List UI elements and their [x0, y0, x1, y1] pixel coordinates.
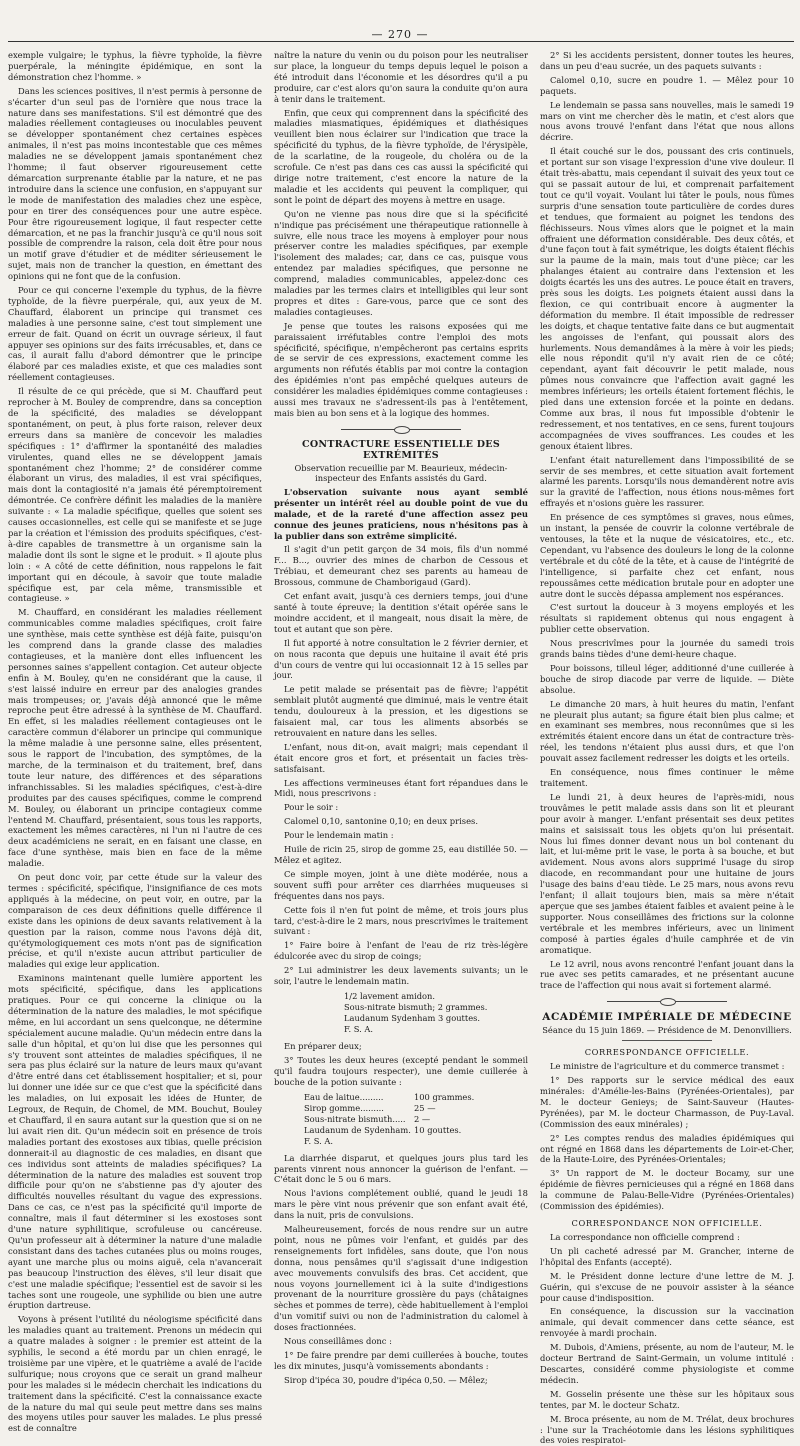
col3-paragraph: Le lendemain se passa sans nouvelles, mais le samedi 19 mars on vint me chercher dès le matin, et c'est alors que nous avons trouvé l'enfant dans l'état que nous allons décrire.: [540, 99, 794, 143]
article-paragraph: Il s'agit d'un petit garçon de 34 mois, fils d'un nommé F... B..., ouvrier des mines de charbon de Cessous et Trébiau, et demeurant chez ses parents au hameau de Brossous, commune de Chamborigaud (Gard).: [274, 544, 528, 588]
article-paragraph: Ce simple moyen, joint à une diète modérée, nous a souvent suffi pour arrêter ces diarrhées muqueuses si fréquentes dans nos pays.: [274, 868, 528, 901]
formula-line: 1/2 lavement amidon.: [344, 990, 436, 1001]
col3-paragraph: C'est surtout la douceur à 3 moyens employés et les résultats si rapidement obtenus qui nous engagent à publier cette observation.: [540, 602, 794, 635]
article-lead: [274, 487, 528, 542]
academy-title: ACADÉMIE IMPÉRIALE DE MÉDECINE: [542, 1011, 792, 1024]
col3-paragraph: Le dimanche 20 mars, à huit heures du matin, l'enfant ne pleurait plus autant; sa figure était bien plus calme; et en examinant ses membres, nous reconnûmes que si les extrémités étaient encore dans un état de contracture très-réel, les tendons n'étaient plus aussi durs, et que l'on pouvait assez facilement redresser les doigts et les orteils.: [540, 698, 794, 764]
article-paragraph: Nous l'avions complétement oublié, quand le jeudi 18 mars le père vint nous prévenir que son enfant avait été, dans la nuit, pris de convulsions.: [274, 1188, 528, 1221]
potion-formula: [304, 1092, 528, 1147]
academy-paragraph: M. Dubois, d'Amiens, présente, au nom de l'auteur, M. le docteur Bertrand de Saint-Germain, un volume intitulé : Descartes, considéré comme physiologiste et comme médecin.: [540, 1342, 794, 1385]
col3-paragraph: Le 12 avril, nous avons rencontré l'enfant jouant dans la rue avec ses petits camarades, et ne présentant aucune trace de l'affection qui nous avait si fortement alarmé.: [540, 958, 794, 991]
col3-paragraph: En conséquence, nous fîmes continuer le même traitement.: [540, 767, 794, 788]
formula-line: Sous-nitrate bismuth; 2 grammes.: [344, 1001, 488, 1012]
academy-paragraph: 2° Les comptes rendus des maladies épidémiques qui ont régné en 1868 dans les départements de Loir-et-Cher, de la Haute-Loire, des Pyrénées-Orientales;: [540, 1132, 794, 1165]
column-1: [8, 50, 262, 1434]
article-paragraph: 1° Faire boire à l'enfant de l'eau de riz très-légère édulcorée avec du sirop de coings;: [274, 940, 528, 962]
article-paragraph: En préparer deux;: [284, 1040, 362, 1051]
formula-qty: 100 grammes.: [414, 1091, 475, 1102]
article-paragraph: La diarrhée disparut, et quelques jours plus tard les parents vinrent nous annoncer la guérison de l'enfant. — C'était donc le 5 ou 6 mars.: [274, 1152, 528, 1185]
col1-paragraph: Il résulte de ce qui précède, que si M. Chauffard peut reprocher à M. Bouley de comprendre, dans sa conception de la spécificité, des maladies se développant spontanément, on peut, à plus forte raison, relever deux erreurs dans sa manière de concevoir les maladies spécifiques : 1° d'affirmer la spontanéité des maladies virulentes, quand elles ne se développent jamais spontanément chez l'homme; 2° de considérer comme élaborant un virus, des maladies, il est vrai spécifiques, mais dont la contagiosité n'a jamais été péremptoirement démontrée. Ce confrère définit les maladies de la manière suivante : « La maladie spécifique, quelles que soient ses causes occasionnelles, est celle qui se manifeste et se juge par la création et l'émission des produits spécifiques, c'est-à-dire capables de transmettre à un organisme sain la maladie dont ils sont le signe et le produit. » Il ajoute plus loin : « A côté de cette définition, nous rappelons le fait important qui en découle, à savoir que toute maladie spécifique est, par cela même, transmissible et contagieuse. »: [8, 386, 262, 604]
col1-paragraph: M. Chauffard, en considérant les maladies réellement communicables comme maladies spécifiques, croit faire une synthèse, mais cette synthèse est déjà faite, puisqu'on les comprend dans la grande classe des maladies contagieuses, et la manière dont elles influencent les personnes saines s'appellent contagion. Cet auteur objecte enfin à M. Bouley, qu'en ne considérant que la cause, il s'est laissé induire en erreur par des analogies grandes mais trompeuses; or, j'avais déjà annoncé que le même reproche peut être adressé à la synthèse de M. Chauffard. En effet, si les maladies réellement contagieuses ont le caractère commun d'élaborer un principe qui communique la même maladie à une personne saine, elles présentent, sous le rapport de l'incubation, des symptômes, de la marche, de la terminaison et du traitement, bref, dans toute leur nature, des différences et des séparations infranchissables. Si les maladies spécifiques, c'est-à-dire produites par des causes spécifiques, comme le comprend M. Bouley, ou élaborant un principe contagieux comme l'entend M. Chauffard, présentaient, sous tous les rapports, exactement les mêmes caractères, ni l'un ni l'autre de ces deux académiciens ne serait, en en faisant une classe, en face d'une synthèse, mais bien en face de la même maladie.: [8, 607, 262, 869]
article-paragraph: Pour le soir :: [284, 802, 339, 813]
col1-paragraph: Pour ce qui concerne l'exemple du typhus, de la fièvre typhoïde, de la fièvre puerpérale, qui, aux yeux de M. Chauffard, élaborent un principe qui transmet ces maladies à une personne saine, c'est tout simplement une erreur de fait. Quand on écrit un ouvrage sérieux, il faut appuyer ses opinions sur des faits irrécusables, et, dans ce cas, il aurait fallu d'abord démontrer que le principe élaboré par ces maladies existe, et que ces maladies sont réellement contagieuses.: [8, 285, 262, 383]
article-paragraph: Cette fois il n'en fut point de même, et trois jours plus tard, c'est-à-dire le 2 mars, nous prescrivîmes le traitement suivant :: [274, 904, 528, 937]
article-paragraph: Les affections vermineuses étant fort répandues dans le Midi, nous prescrivons :: [274, 777, 528, 799]
article-paragraph: Pour le lendemain matin :: [284, 830, 394, 841]
formula-line: Laudanum Sydenham 3 gouttes.: [344, 1012, 481, 1023]
lavement-formula: [344, 991, 528, 1035]
academy-paragraph: La correspondance non officielle comprend :: [550, 1232, 740, 1242]
col3-paragraph: En présence de ces symptômes si graves, nous eûmes, un instant, la pensée de couvrir la colonne vertébrale de ventouses, la tête et la nuque de vésicatoires, etc., etc. Cependant, vu l'absence des douleurs le long de la colonne vertébrale et du côté de la tête, et à cause de l'intégrité de l'intelligence, si parfaite chez cet enfant, nous repoussâmes cette médication brutale pour en adopter une autre dont le succès dépassa amplement nos espérances.: [540, 512, 794, 599]
formula-row: [304, 1114, 528, 1125]
formula-item: Eau de laitue.........: [304, 1091, 384, 1102]
formula-row: [304, 1092, 528, 1103]
section-ornament: [341, 425, 461, 434]
col1-paragraph: On peut donc voir, par cette étude sur la valeur des termes : spécificité, spécifique, l'insignifiance de ces mots appliqués à la médecine, on peut voir, en outre, par la comparaison de ces deux définitions quelle différence il existe dans les opinions de deux savants relativement à la question par la raison, comme nous l'avons déjà dit, qu'étymologiquement ces mots n'ont pas de signification précise, et qu'il n'existe aucun attribut particulier de maladies qui exige leur application.: [8, 872, 262, 970]
col1-paragraph: exemple vulgaire; le typhus, la fièvre typhoïde, la fièvre puerpérale, la méningite épidémique, en sont la démonstration chez l'homme. »: [8, 50, 262, 82]
formula-qty: [414, 1136, 494, 1147]
col3-paragraph: Il était couché sur le dos, poussant des cris continuels, et portant sur son visage l'expression d'une vive douleur. Il était très-abattu, mais cependant il suivait des yeux tout ce qui se passait autour de lui, et comprenait parfaitement tout ce qu'il voyait. Voulant lui tâter le pouls, nous fûmes surpris d'une sensation toute particulière de cordes dures et tendues, que formaient au poignet les tendons des fléchisseurs. Nous vîmes alors que le poignet et la main offraient une déformation considérable. Des deux côtés, et d'une façon tout à fait symétrique, les doigts étaient fléchis sur la paume de la main, mais tout d'une pièce; car les phalanges étaient au contraire dans l'extension et les doigts écartés les uns des autres. Le pouce était en travers, près sous les doigts. Les poignets étaient aussi dans la flexion, ce qui contribuait encore à augmenter la déformation du membre. Il était impossible de redresser les doigts, et chaque tentative faite dans ce but augmentait les angoisses de l'enfant, qui poussait alors des hurlements. Nous demandâmes à la mère à voir les pieds; elle nous répondit qu'il n'y avait rien de ce côté; cependant, ayant fait découvrir le petit malade, nous pûmes nous convaincre que l'affection avait gagné les membres inférieurs; les orteils étaient fortement fléchis, le pied dans une extension forcée et la pointe en dedans. Comme aux bras, il nous fut impossible d'obtenir le redressement, et nos tentatives, en ce sens, furent toujours accompagnées de vives souffrances. Les coudes et les genoux étaient libres.: [540, 146, 794, 451]
lead-paragraph: L'observation suivante nous ayant semblé présenter un intérêt réel au double point de vue du malade, et de la rareté d'une affection assez peu connue des jeunes praticiens, nous n'hésitons pas à la publier dans son extrême simplicité.: [274, 486, 528, 541]
formula-row: [304, 1103, 528, 1114]
col2-paragraph: naître la nature du venin ou du poison pour les neutraliser sur place, la longueur du temps depuis lequel le poison a été introduit dans l'économie et les désordres qu'il a pu produire, car c'est alors qu'on saura la conduite qu'on aura à tenir dans le traitement.: [274, 50, 528, 104]
article-paragraph: 2° Lui administrer les deux lavements suivants; un le soir, l'autre le lendemain matin.: [274, 965, 528, 987]
formula-line: F. S. A.: [344, 1023, 374, 1034]
col1-paragraph: Examinons maintenant quelle lumière apportent les mots spécificité, spécifique, dans les applications pratiques. Pour ce qui concerne la clinique ou la détermination de la nature des maladies, le mot spécifique même, en lui accordant un sens quelconque, ne détermine spécialement aucune maladie. Qu'un médecin entre dans la salle d'un hôpital, et qu'on lui dise que les personnes qui s'y trouvent sont atteintes de maladies spécifiques, il ne sera pas plus éclairé sur la nature de leurs maux qu'avant d'être entré dans cet établissement hospitalier; et si, pour lui donner une idée sur ce que c'est que la spécificité dans les maladies, on lui exposait les idées de Hunter, de Legroux, de Requin, de Chomel, de MM. Bouchut, Bouley et Chauffard, il en saura autant sur la question que si on ne lui avait rien dit. Qu'un médecin soit en présence de trois maladies portant des exostoses aux tibias, quelle précision donnerait-il au diagnostic de ces maladies, en disant que ces individus sont atteints de maladies spécifiques? La détermination de la nature des maladies est souvent trop difficile pour qu'on ne s'abstienne pas d'y ajouter des difficultés nouvelles résultant du vague des expressions. Dans ce cas, ce n'est pas la spécificité qu'il importe de connaître, mais il faut déterminer si les exostoses sont d'une nature syphilitique, scrofuleuse ou cancéreuse. Qu'un professeur ait à déterminer la nature d'une maladie consistant dans des taches cutanées plus ou moins rouges, ayant une marche plus ou moins aiguë, cela n'avancerait pas beaucoup l'instruction des élèves, s'il leur disait que c'est une maladie spécifique; l'essentiel est de savoir si les taches sont une rougeole, une syphilide ou bien une autre éruption dartreuse.: [8, 973, 262, 1311]
article-paragraph: 1° De faire prendre par demi cuillerées à bouche, toutes les dix minutes, jusqu'à vomissements abondants :: [274, 1350, 528, 1371]
formula-row: [304, 1125, 528, 1136]
article-paragraph: 3° Toutes les deux heures (excepté pendant le sommeil qu'il faudra toujours respecter), une demie cuillerée à bouche de la potion suivante :: [274, 1054, 528, 1087]
columns: [8, 50, 794, 1446]
col3-paragraph: L'enfant était naturellement dans l'impossibilité de se servir de ses membres, et cette situation avait fortement alarmé les parents. Lorsqu'ils nous demandèrent notre avis sur la gravité de l'affection, nous étions nous-mêmes fort effrayés et n'osions guère les rassurer.: [540, 454, 794, 509]
academy-session: Séance du 15 juin 1869. — Présidence de M. Denonvilliers.: [542, 1025, 792, 1036]
article-paragraph: Sirop d'ipéca 30, poudre d'ipéca 0,50. — Mêlez;: [284, 1374, 488, 1385]
article-paragraph: Malheureusement, forcés de nous rendre sur un autre point, nous ne pûmes voir l'enfant, et guidés par des renseignements fort infidèles, sans doute, que l'on nous donna, nous pensâmes qu'il s'agissait d'une indigestion avec mouvements convulsifs des bras. Cet accident, que nous voyons journellement ici à la suite d'indigestions provenant de la nourriture grossière du pays (châtaignes sèches et pommes de terre), cède habituellement à l'emploi d'un vomitif suivi ou non de l'administration du calomel à doses fractionnées.: [274, 1224, 528, 1333]
col2-paragraph: Qu'on ne vienne pas nous dire que si la spécificité n'indique pas précisément une thérapeutique rationnelle à suivre, elle nous trace les moyens à employer pour nous préserver contre les maladies spécifiques, par exemple l'isolement des malades; car, dans ce cas, puisque vous entendez par maladies spécifiques, que personne ne comprend, maladies communicables, appelez-donc ces maladies par les termes clairs et intelligibles qui leur sont propres et dites : Gare-vous, parce que ce sont des maladies contagieuses.: [274, 208, 528, 317]
section-ornament: [607, 997, 727, 1006]
article-paragraph: Le petit malade se présentait pas de fièvre; l'appétit semblait plutôt augmenté que diminué, mais le ventre était tendu, douloureux à la pression, et les digestions se faisaient mal, car tous les aliments absorbés se retrouvaient en nature dans les selles.: [274, 684, 528, 738]
article-paragraph: Il fut apporté à notre consultation le 2 février dernier, et on nous raconta que depuis une huitaine il avait été pris d'un cours de ventre qui lui occasionnait 12 à 15 selles par jour.: [274, 637, 528, 681]
col3-paragraph: Calomel 0,10, sucre en poudre 1. — Mêlez pour 10 paquets.: [540, 74, 794, 96]
formula-item: Sous-nitrate bismuth.....: [304, 1113, 406, 1124]
formula-qty: 10 gouttes.: [414, 1124, 462, 1135]
col3-paragraph: 2° Si les accidents persistent, donner toutes les heures, dans un peu d'eau sucrée, un des paquets suivants :: [540, 50, 794, 71]
col3-paragraph: Nous prescrivîmes pour la journée du samedi trois grands bains tièdes d'une demi-heure chaque.: [540, 638, 794, 660]
article-subtitle: Observation recueillie par M. Beaurieux, médecin-inspecteur des Enfants assistés du Gard.: [294, 462, 508, 483]
academy-paragraph: En conséquence, la discussion sur la vaccination animale, qui devait commencer dans cette séance, est renvoyée à mardi prochain.: [540, 1306, 794, 1339]
article-paragraph: Nous conseillâmes donc :: [284, 1336, 392, 1347]
col2-paragraph: Je pense que toutes les raisons exposées qui me paraissaient irréfutables contre l'emploi des mots spécificité, spécifique, n'empêcheront pas certains esprits de se servir de ces expressions, exactement comme les arguments non réfutés établis par moi contre la contagion des épidémies n'ont pas empêché quelques auteurs de considérer les maladies épidémiques comme contagieuses : aussi mes travaux ne s'adressent-ils pas à l'entêtement, mais bien au bon sens et à la logique des hommes.: [274, 320, 528, 418]
article-paragraph: Calomel 0,10, santonine 0,10; en deux prises.: [284, 816, 479, 827]
academy-paragraph: 3° Un rapport de M. le docteur Bocamy, sur une épidémie de fièvres pernicieuses qui a régné en 1868 dans la commune de Palau-Belle-Vidre (Pyrénées-Orientales) (Commission des épidémies).: [540, 1168, 794, 1212]
academy-paragraph: 1° Des rapports sur le service médical des eaux minérales: d'Amélie-les-Bains (Pyrénées-Orientales), par M. le docteur Genieys; de Saint-Sauveur (Hautes-Pyrénées), par M. le docteur Charmasson, de Puy-Laval. (Commission des eaux minérales) ;: [540, 1075, 794, 1129]
academy-paragraph: Un pli cacheté adressé par M. Grancher, interne de l'hôpital des Enfants (accepté).: [540, 1245, 794, 1267]
nonofficial-correspondence-heading: CORRESPONDANCE NON OFFICIELLE.: [571, 1218, 763, 1228]
academy-paragraph: M. le Président donne lecture d'une lettre de M. J. Guérin, qui s'excuse de ne pouvoir assister à la séance pour cause d'indisposition.: [540, 1270, 794, 1303]
col3-paragraph: Pour boissons, tilleul léger, additionné d'une cuillerée à bouche de sirop diacode par verre de liquide. — Diète absolue.: [540, 662, 794, 695]
formula-qty: 25 —: [414, 1102, 436, 1113]
col3-paragraph: Le lundi 21, à deux heures de l'après-midi, nous trouvâmes le petit malade assis dans son lit et pleurant pour avoir à manger. L'enfant présentait ses deux petites mains et saisissait tous les objets qu'on lui présentait. Nous lui fîmes donner devant nous un bol contenant du lait, et lui-même prit le vase, le porta à sa bouche, et but avidement. Nous avons alors supprimé l'usage du sirop diacode, en recommandant pour une huitaine de jours l'usage des bains d'eau tiède. Le 25 mars, nous avons revu l'enfant; il allait toujours bien, mais sa mère n'était aperçue que ses jambes étaient faibles et avaient peine à le supporter. Nous conseillâmes des frictions sur la colonne vertébrale et les membres inférieurs, avec un liniment composé à parties égales d'huile camphrée et de vin aromatique.: [540, 791, 794, 955]
header-rule: [8, 41, 794, 42]
article-paragraph: Cet enfant avait, jusqu'à ces derniers temps, joui d'une santé à toute épreuve; la dentition s'était opérée sans le moindre accident, et il mangeait, nous disait la mère, de tout et autant que son père.: [274, 591, 528, 634]
formula-item: F. S. A.: [304, 1135, 334, 1146]
article-title: CONTRACTURE ESSENTIELLE DES EXTRÉMITÉS: [302, 438, 500, 461]
formula-qty: 2 —: [414, 1113, 431, 1124]
formula-item: Sirop gomme.........: [304, 1102, 384, 1113]
column-2: [274, 50, 528, 1385]
col1-paragraph: Voyons à présent l'utilité du néologisme spécificité dans les maladies quant au traitement. Prenons un médecin qui a quatre malades à soigner : le premier est atteint de la syphilis, le second a été mordu par un chien enragé, le troisième par une vipère, et le quatrième a avalé de l'acide sulfurique; nous croyons que ce serait un grand malheur pour les malades si le médecin cherchait les indications du traitement dans la spécificité. C'est la connaissance exacte de la nature du mal qui seule peut mettre dans ses mains des moyens utiles pour sauver les malades. Le plus pressé est de connaître: [8, 1314, 262, 1434]
official-correspondence-heading: CORRESPONDANCE OFFICIELLE.: [584, 1047, 750, 1058]
article-paragraph: L'enfant, nous dit-on, avait maigri; mais cependant il était encore gros et fort, et présentait un facies très-satisfaisant.: [274, 741, 528, 774]
col2-paragraph: Enfin, que ceux qui comprennent dans la spécificité des maladies miasmatiques, épidémiques et diathésiques veuillent bien nous éclairer sur l'indication que trace la spécificité du typhus, de la fièvre typhoïde, de l'érysipèle, de la scarlatine, de la rougeole, du choléra ou de la scrofule. Ce n'est pas dans ces cas aussi la spécificité qui dirige notre traitement, c'est encore la nature de la maladie et les accidents qui peuvent la compliquer, qui sont le point de départ des moyens à mettre en usage.: [274, 107, 528, 205]
academy-paragraph: Le ministre de l'agriculture et du commerce transmet :: [550, 1061, 785, 1072]
formula-item: Laudanum de Sydenham.: [304, 1124, 411, 1135]
divider: [622, 1040, 712, 1041]
article-paragraph: Huile de ricin 25, sirop de gomme 25, eau distillée 50. — Mêlez et agitez.: [274, 844, 528, 865]
column-3: [540, 50, 794, 1446]
col1-paragraph: Dans les sciences positives, il n'est permis à personne de s'écarter d'un seul pas de l'ornière que nous trace la nature dans ses manifestations. S'il est démontré que des maladies réellement contagieuses ou inoculables peuvent se développer spontanément chez certaines espèces animales, il n'est pas moins incontestable que ces mêmes maladies ne se développent jamais spontanément chez l'homme; il faut observer rigoureusement cette démarcation surprenante établie par la nature, et ne pas introduire dans la science une confusion, en s'appuyant sur le mode de manifestation des maladies chez une espèce, pour en tirer des conséquences pour une autre espèce. Pour être rigoureusement logique, il faut respecter cette démarcation, et ne pas la franchir jusqu'à ce qu'il nous soit possible de comprendre la raison, cela doit être pour nous un motif grave d'étudier et de méditer sérieusement le sujet, mais non de trancher la question, en émettant des opinions qui ne font que de la confusion.: [8, 85, 262, 282]
academy-paragraph: M. Gosselin présente une thèse sur les hôpitaux sous tentes, par M. le docteur Schatz.: [540, 1388, 794, 1410]
academy-paragraph: M. Broca présente, au nom de M. Trélat, deux brochures : l'une sur la Trachéotomie dans les lésions syphilitiques des voies respiratoi-: [540, 1413, 794, 1446]
formula-row: [304, 1136, 528, 1147]
page-number: — 270 —: [371, 28, 429, 41]
